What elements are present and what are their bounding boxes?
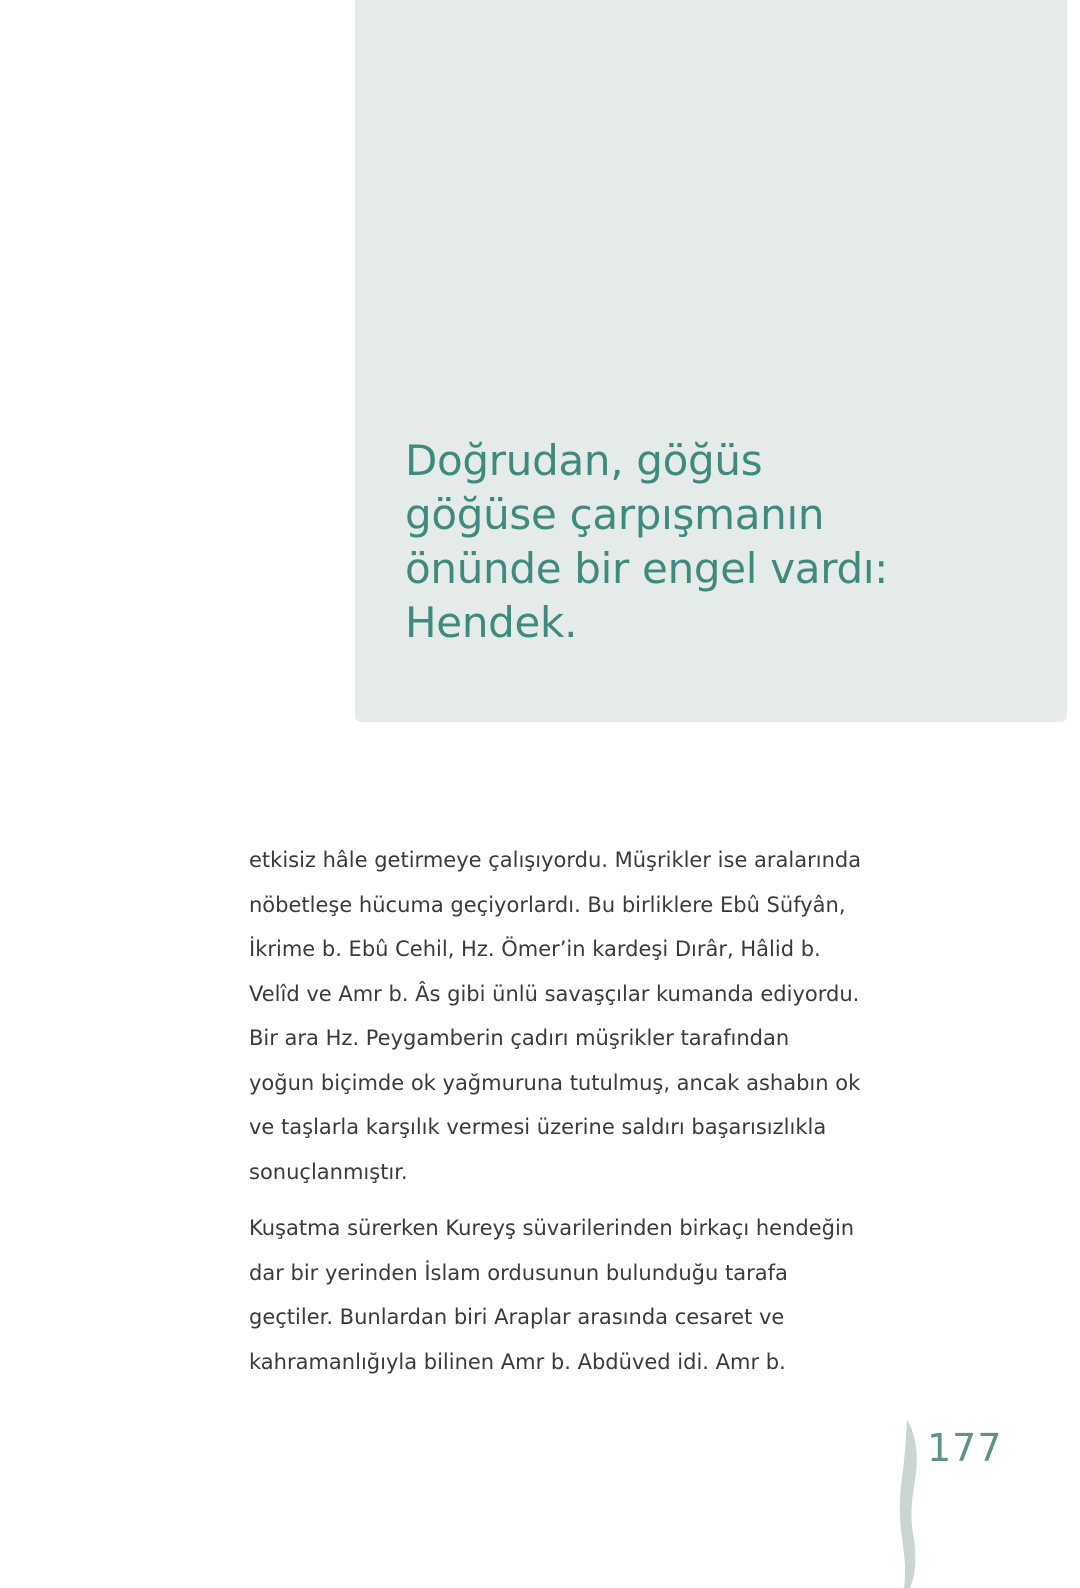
text-line: sonuçlanmıştır. bbox=[249, 1159, 408, 1184]
text-line: kahramanlığıyla bilinen Amr b. Abdüved idi. Amr b. bbox=[249, 1349, 786, 1374]
text-line: yoğun biçimde ok yağmuruna tutulmuş, ancak ashabın ok bbox=[249, 1070, 861, 1095]
text-line: Bir ara Hz. Peygamberin çadırı müşrikler tarafından bbox=[249, 1026, 790, 1050]
text-line: İkrime b. Ebû Cehil, Hz. Ömer’in kardeşi Dırâr, Hâlid b. bbox=[249, 937, 821, 961]
text-line: Kuşatma sürerken Kureyş süvarilerinden birkaçı hendeğin bbox=[249, 1216, 855, 1240]
pull-quote-line: Hendek. bbox=[405, 598, 578, 647]
text-line: Velîd ve Amr b. Âs gibi ünlü savaşçılar kumanda ediyordu. bbox=[249, 981, 860, 1006]
text-line: etkisiz hâle getirmeye çalışıyordu. Müşrikler ise aralarında bbox=[249, 848, 862, 872]
text-line: ve taşlarla karşılık vermesi üzerine saldırı başarısızlıkla bbox=[249, 1115, 827, 1139]
page-number: 177 bbox=[927, 1426, 1003, 1470]
page-folio bbox=[897, 1420, 1007, 1588]
pull-quote-line: Doğrudan, göğüs bbox=[405, 436, 763, 485]
body-paragraph bbox=[249, 838, 909, 1194]
text-line: geçtiler. Bunlardan biri Araplar arasında cesaret ve bbox=[249, 1305, 785, 1329]
pull-quote bbox=[405, 434, 1005, 650]
pull-quote-line: göğüse çarpışmanın bbox=[405, 490, 825, 539]
body-paragraph bbox=[249, 1206, 909, 1384]
pull-quote-line: önünde bir engel vardı: bbox=[405, 544, 889, 593]
text-line: nöbetleşe hücuma geçiyorlardı. Bu birliklere Ebû Süfyân, bbox=[249, 892, 846, 917]
folio-ornament-icon bbox=[897, 1420, 927, 1588]
text-line: dar bir yerinden İslam ordusunun bulunduğu tarafa bbox=[249, 1260, 788, 1285]
body-text bbox=[249, 838, 909, 1384]
